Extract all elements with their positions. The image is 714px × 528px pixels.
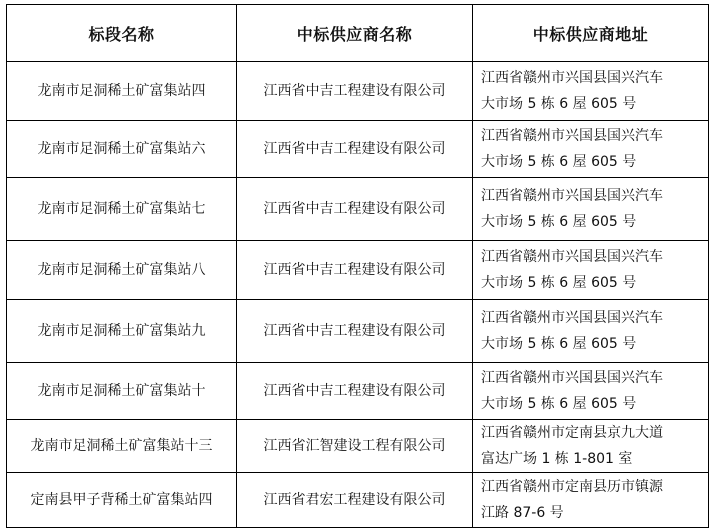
address-line-2: 大市场 5 栋 6 屋 605 号 <box>481 396 637 412</box>
address-line-2: 江路 87-6 号 <box>481 505 564 521</box>
section-name-cell: 龙南市足洞稀土矿富集站四 <box>7 62 237 121</box>
address-line-1: 江西省赣州市兴国县国兴汽车 <box>481 70 663 86</box>
section-name-cell: 龙南市足洞稀土矿富集站十三 <box>7 420 237 473</box>
table-row <box>7 363 709 420</box>
address-line-1: 江西省赣州市兴国县国兴汽车 <box>481 310 663 326</box>
address-line-1: 江西省赣州市兴国县国兴汽车 <box>481 128 663 144</box>
address-line-1: 江西省赣州市兴国县国兴汽车 <box>481 188 663 204</box>
section-name-cell: 龙南市足洞稀土矿富集站九 <box>7 300 237 363</box>
address-line-1: 江西省赣州市兴国县国兴汽车 <box>481 370 663 386</box>
section-name-cell: 定南县甲子背稀土矿富集站四 <box>7 473 237 528</box>
address-line-1: 江西省赣州市定南县历市镇源 <box>481 479 663 495</box>
supplier-name-cell: 江西省中吉工程建设有限公司 <box>237 62 473 121</box>
address-line-2: 大市场 5 栋 6 屋 605 号 <box>481 96 637 112</box>
bid-results-table <box>6 4 709 528</box>
supplier-name-cell: 江西省中吉工程建设有限公司 <box>237 241 473 300</box>
supplier-address-cell <box>473 62 709 121</box>
address-line-2: 富达广场 1 栋 1-801 室 <box>481 451 633 467</box>
supplier-address-cell <box>473 121 709 178</box>
header-section-name: 标段名称 <box>7 5 237 62</box>
address-line-2: 大市场 5 栋 6 屋 605 号 <box>481 154 637 170</box>
supplier-name-cell: 江西省中吉工程建设有限公司 <box>237 121 473 178</box>
header-supplier-name: 中标供应商名称 <box>237 5 473 62</box>
supplier-address-cell <box>473 363 709 420</box>
section-name-cell: 龙南市足洞稀土矿富集站七 <box>7 178 237 241</box>
table-row <box>7 241 709 300</box>
table-row <box>7 473 709 528</box>
table-row <box>7 121 709 178</box>
supplier-address-cell <box>473 178 709 241</box>
supplier-name-cell: 江西省君宏工程建设有限公司 <box>237 473 473 528</box>
supplier-name-cell: 江西省中吉工程建设有限公司 <box>237 178 473 241</box>
table-row <box>7 420 709 473</box>
supplier-name-cell: 江西省中吉工程建设有限公司 <box>237 363 473 420</box>
address-line-1: 江西省赣州市定南县京九大道 <box>481 425 663 441</box>
table-row <box>7 178 709 241</box>
address-line-2: 大市场 5 栋 6 屋 605 号 <box>481 336 637 352</box>
header-supplier-address: 中标供应商地址 <box>473 5 709 62</box>
table-row <box>7 300 709 363</box>
address-line-2: 大市场 5 栋 6 屋 605 号 <box>481 275 637 291</box>
supplier-address-cell <box>473 420 709 473</box>
supplier-address-cell <box>473 473 709 528</box>
supplier-name-cell: 江西省中吉工程建设有限公司 <box>237 300 473 363</box>
supplier-name-cell: 江西省汇智建设工程有限公司 <box>237 420 473 473</box>
supplier-address-cell <box>473 241 709 300</box>
table-header-row <box>7 5 709 62</box>
supplier-address-cell <box>473 300 709 363</box>
section-name-cell: 龙南市足洞稀土矿富集站十 <box>7 363 237 420</box>
section-name-cell: 龙南市足洞稀土矿富集站八 <box>7 241 237 300</box>
table-row <box>7 62 709 121</box>
address-line-2: 大市场 5 栋 6 屋 605 号 <box>481 214 637 230</box>
section-name-cell: 龙南市足洞稀土矿富集站六 <box>7 121 237 178</box>
address-line-1: 江西省赣州市兴国县国兴汽车 <box>481 249 663 265</box>
